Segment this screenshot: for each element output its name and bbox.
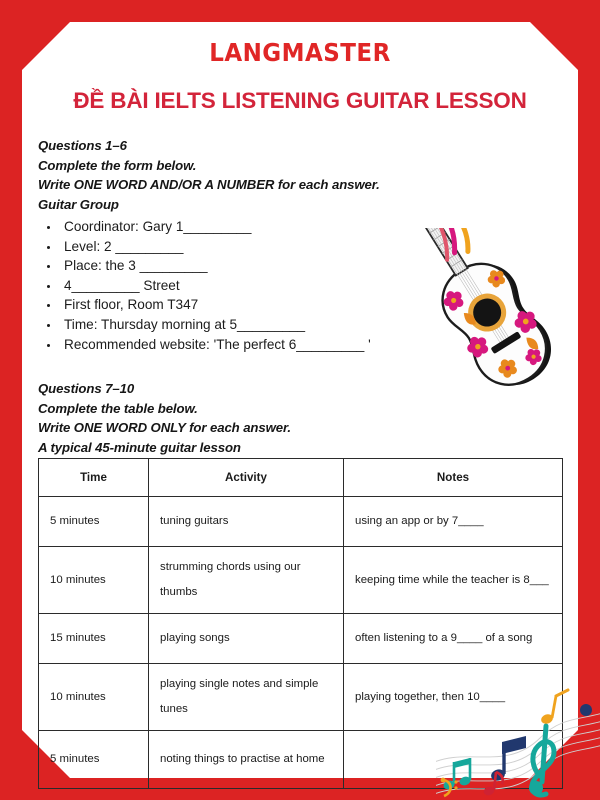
guitar-group-form-list	[38, 217, 562, 354]
langmaster-logo: LANGMASTER	[209, 38, 391, 67]
cell-activity: tuning guitars	[149, 497, 344, 547]
table-row	[39, 664, 563, 731]
cell-time: 15 minutes	[39, 614, 149, 664]
cell-notes: playing together, then 10____	[344, 664, 563, 731]
cell-time: 10 minutes	[39, 664, 149, 731]
list-item: Place: the 3 _________	[38, 256, 562, 276]
questions-1-6-instruction-2: Write ONE WORD AND/OR A NUMBER for each answer.	[38, 177, 380, 192]
list-item: Recommended website: 'The perfect 6_________ '	[38, 335, 562, 355]
cell-activity: playing songs	[149, 614, 344, 664]
section-spacer	[38, 354, 562, 379]
cell-activity: strumming chords using our thumbs	[149, 547, 344, 614]
cell-activity: noting things to practise at home	[149, 731, 344, 789]
lesson-table-wrapper	[38, 458, 562, 789]
page-title: ĐỀ BÀI IELTS LISTENING GUITAR LESSON	[73, 88, 527, 113]
cell-activity: playing single notes and simple tunes	[149, 664, 344, 731]
cell-notes: using an app or by 7____	[344, 497, 563, 547]
table-row	[39, 731, 563, 789]
table-row	[39, 547, 563, 614]
cell-time: 5 minutes	[39, 497, 149, 547]
cell-time: 5 minutes	[39, 731, 149, 789]
cell-notes: keeping time while the teacher is 8___	[344, 547, 563, 614]
table-row	[39, 497, 563, 547]
lesson-table	[38, 458, 563, 789]
list-item: Level: 2 _________	[38, 237, 562, 257]
list-item: 4_________ Street	[38, 276, 562, 296]
cell-notes	[344, 731, 563, 789]
column-header-activity: Activity	[149, 459, 344, 497]
cell-notes: often listening to a 9____ of a song	[344, 614, 563, 664]
document-body	[38, 136, 562, 457]
list-item: First floor, Room T347	[38, 295, 562, 315]
list-item: Coordinator: Gary 1_________	[38, 217, 562, 237]
questions-1-6-instruction-1: Complete the form below.	[38, 157, 197, 173]
table-row	[39, 614, 563, 664]
form-title: Guitar Group	[38, 196, 119, 212]
table-header-row	[39, 459, 563, 497]
table-title: A typical 45-minute guitar lesson	[38, 439, 241, 455]
column-header-notes: Notes	[344, 459, 563, 497]
questions-1-6-heading: Questions 1–6	[38, 138, 127, 153]
questions-7-10-instruction-2: Write ONE WORD ONLY for each answer.	[38, 420, 291, 436]
questions-7-10-heading: Questions 7–10	[38, 381, 135, 397]
column-header-time: Time	[39, 459, 149, 497]
cell-time: 10 minutes	[39, 547, 149, 614]
list-item: Time: Thursday morning at 5_________	[38, 315, 562, 335]
questions-7-10-instruction-1: Complete the table below.	[38, 400, 198, 416]
